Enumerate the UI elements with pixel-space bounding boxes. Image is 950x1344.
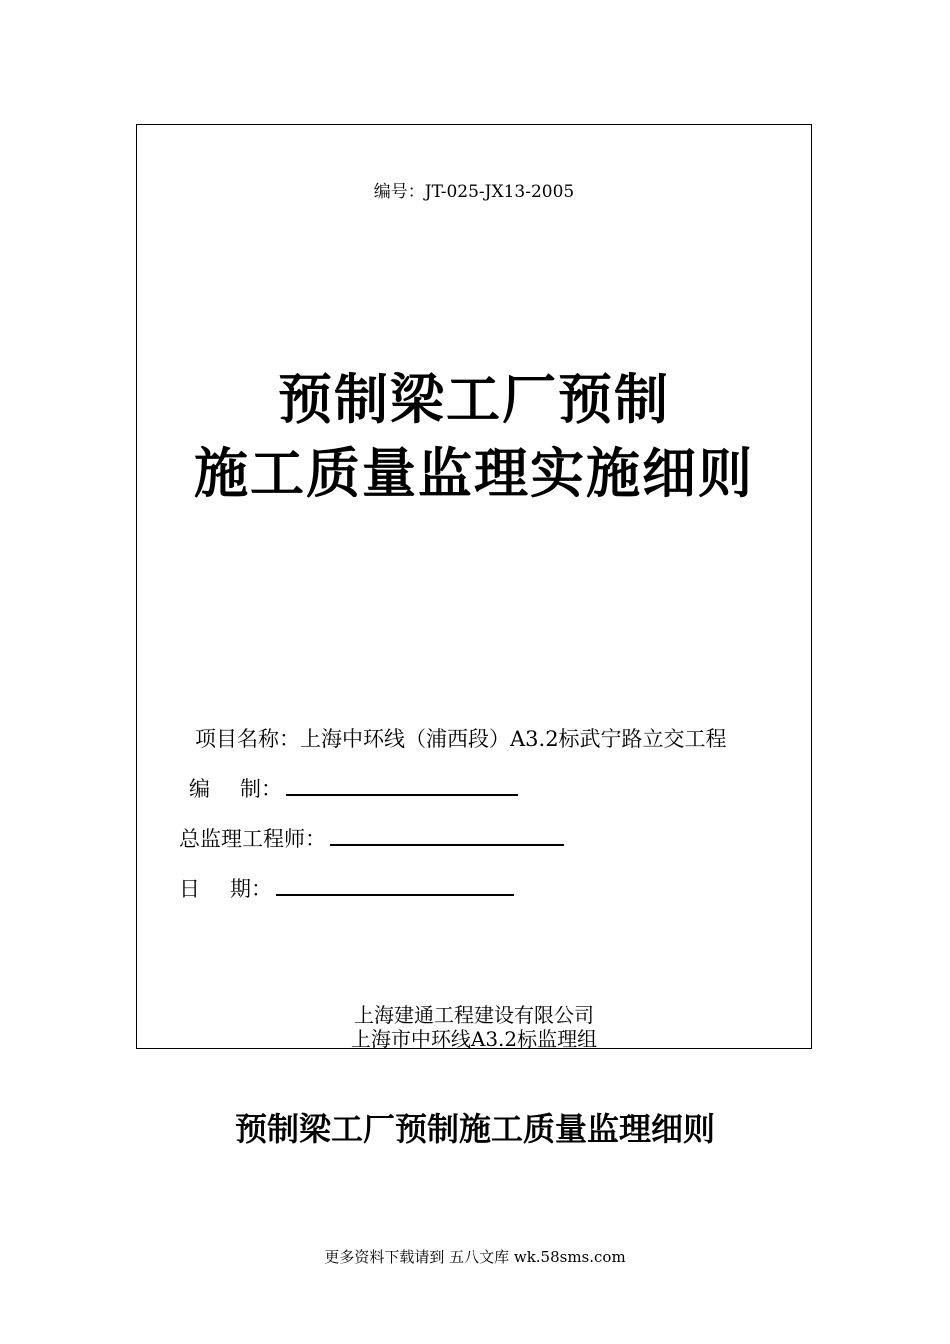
date-field	[179, 873, 514, 903]
footer-text: 更多资料下载请到 五八文库 wk.58sms.com	[324, 1248, 626, 1266]
project-name-label: 项目名称：	[195, 727, 300, 751]
cover-frame	[136, 124, 812, 1049]
compiler-field	[189, 773, 518, 803]
organization-line-2: 上海市中环线A3.2标监理组	[350, 1027, 598, 1051]
project-name-field	[195, 723, 727, 753]
document-number: 编号：JT-025-JX13-2005	[373, 182, 575, 202]
date-label-b: 期：	[230, 877, 272, 901]
organization-line-1: 上海建通工程建设有限公司	[354, 1003, 594, 1027]
cover-title-line-2: 施工质量监理实施细则	[194, 442, 754, 505]
chief-engineer-field	[179, 823, 564, 853]
chief-engineer-signature-line[interactable]	[330, 826, 564, 846]
project-name-value: 上海中环线（浦西段）A3.2标武宁路立交工程	[300, 727, 727, 751]
document-subtitle: 预制梁工厂预制施工质量监理细则	[234, 1110, 715, 1148]
compiler-label-a: 编	[189, 777, 240, 801]
date-label-a: 日	[179, 877, 230, 901]
compiler-signature-line[interactable]	[286, 776, 518, 796]
date-signature-line[interactable]	[276, 876, 514, 896]
cover-title-line-1: 预制梁工厂预制	[278, 368, 670, 431]
chief-engineer-label: 总监理工程师：	[179, 827, 326, 851]
compiler-label-b: 制：	[240, 777, 282, 801]
